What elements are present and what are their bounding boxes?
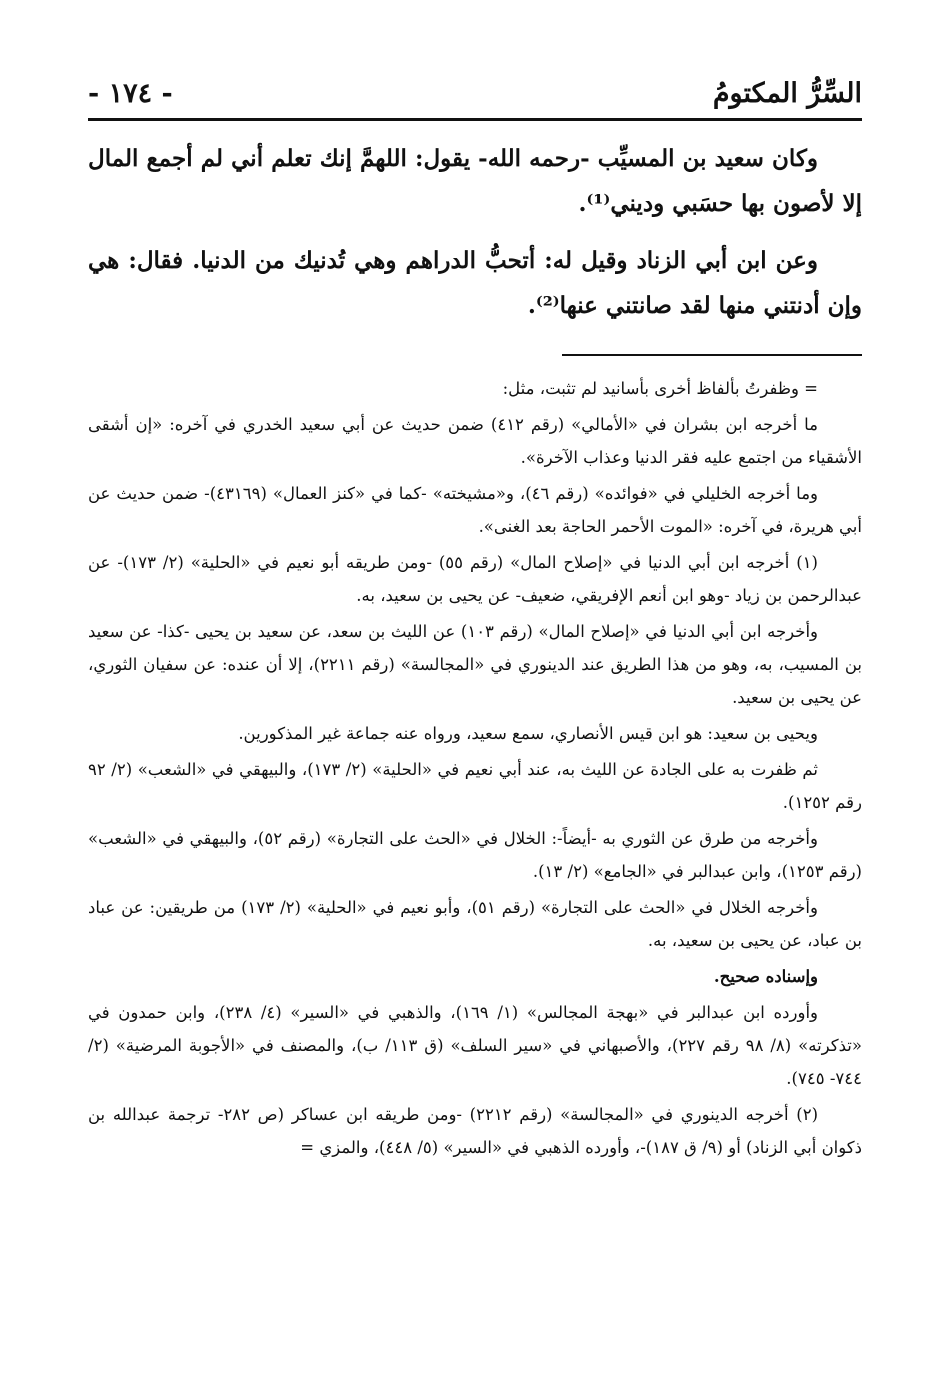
footnote-paragraph: ثم ظفرت به على الجادة عن الليث به، عند أبي نعيم في «الحلية» (٢/ ١٧٣)، والبيهقي في «الشعب» (٢/ ٩٢ رقم ١٢٥٢). [88,760,862,812]
footnote-verdict: وإسناده صحيح. [713,967,818,986]
footnote-paragraph: ما أخرجه ابن بشران في «الأمالي» (رقم ٤١٢) ضمن حديث عن أبي سعيد الخدري في آخره: «إن أشقى الأشقياء من اجتمع عليه فقر الدنيا وعذاب الآخرة». [88,415,862,467]
footnote-paragraph: وأخرجه الخلال في «الحث على التجارة» (رقم ٥١)، وأبو نعيم في «الحلية» (٢/ ١٧٣) من طريقين: عن عباد بن عباد، عن يحيى بن سعيد، به. [88,898,862,950]
running-title: السِّرُّ المكتومُ [712,78,862,109]
footnote-separator [562,354,862,356]
header-rule [88,118,862,121]
main-text [88,136,862,340]
book-page [88,0,862,1378]
main-paragraph: وعن ابن أبي الزناد وقيل له: أتحبُّ الدراهم وهي تُدنيك من الدنيا. فقال: هي وإن أدنتني منها لقد صانتني عنها⁽²⁾. [88,247,862,319]
footnote-continuation: = وظفرتُ بألفاظ أخرى بأسانيد لم تثبت، مثل: [502,379,818,398]
running-header [88,72,862,116]
footnote-1: (١) أخرجه ابن أبي الدنيا في «إصلاح المال» (رقم ٥٥) -ومن طريقه أبو نعيم في «الحلية» (٢/ ١٧٣)- عن عبدالرحمن بن زياد -وهو ابن أنعم الإفريقي، ضعيف- عن يحيى بن سعيد، به. [88,553,862,605]
footnote-paragraph: وأخرجه من طرق عن الثوري به -أيضاً-: الخلال في «الحث على التجارة» (رقم ٥٢)، والبيهقي في «الشعب» (رقم ١٢٥٣)، وابن عبدالبر في «الجامع» (٢/ ١٣). [88,829,862,881]
footnotes [88,372,862,1167]
page-number: - ١٧٤ - [88,78,173,109]
footnote-paragraph: وأخرجه ابن أبي الدنيا في «إصلاح المال» (رقم ١٠٣) عن الليث بن سعد، عن سعيد بن يحيى -كذا- عن سعيد بن المسيب، به، وهو من هذا الطريق عند الدينوري في «المجالسة» (رقم ٢٢١١)، إلا أن عنده: عن سفيان الثوري، عن يحيى بن سعيد. [88,622,862,707]
footnote-paragraph: ويحيى بن سعيد: هو ابن قيس الأنصاري، سمع سعيد، ورواه عنه جماعة غير المذكورين. [238,724,818,743]
footnote-paragraph: وأورده ابن عبدالبر في «بهجة المجالس» (١/ ١٦٩)، والذهبي في «السير» (٤/ ٢٣٨)، وابن حمدون في «تذكرته» (٨/ ٩٨ رقم ٢٢٧)، والأصبهاني في «سير السلف» (ق ١١٣/ ب)، والمصنف في «الأجوبة المرضية» (٢/ ٧٤٤- ٧٤٥). [88,1003,862,1088]
main-paragraph: وكان سعيد بن المسيِّب -رحمه الله- يقول: اللهمَّ إنك تعلم أني لم أجمع المال إلا لأصون بها حسَبي وديني⁽¹⁾. [88,145,862,217]
footnote-2: (٢) أخرجه الدينوري في «المجالسة» (رقم ٢٢١٢) -ومن طريقه ابن عساكر (ص ٢٨٢- ترجمة عبدالله بن ذكوان أبي الزناد) أو (٩/ ق ١٨٧)-، وأورده الذهبي في «السير» (٥/ ٤٤٨)، والمزي = [88,1105,862,1157]
footnote-paragraph: وما أخرجه الخليلي في «فوائده» (رقم ٤٦)، و«مشيخته» -كما في «كنز العمال» (٤٣١٦٩)- ضمن حديث عن أبي هريرة، في آخره: «الموت الأحمر الحاجة بعد الغنى». [88,484,862,536]
